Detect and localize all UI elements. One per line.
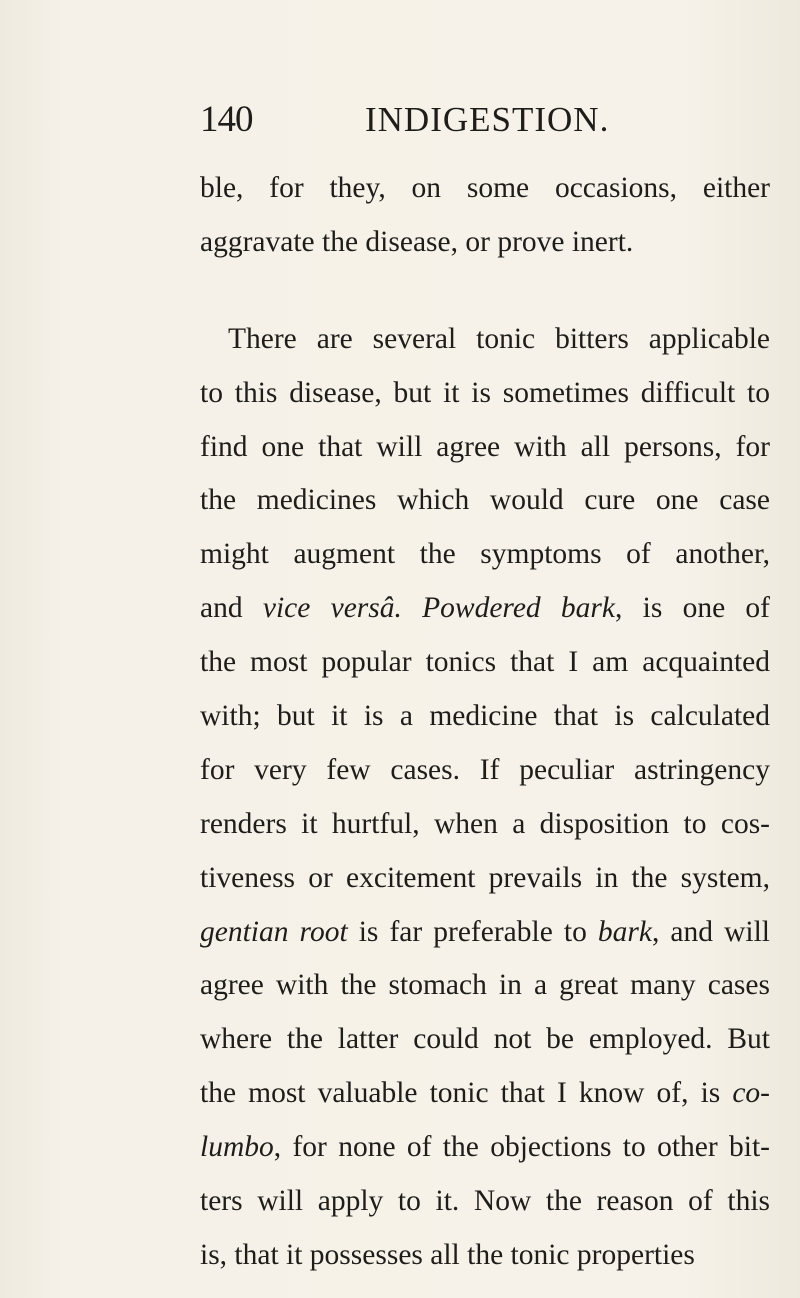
text-run: find one that will agree with all persons, for — [200, 430, 770, 463]
text-run: and — [200, 592, 263, 625]
text-line — [200, 216, 770, 270]
text-line — [200, 1013, 770, 1067]
text-line — [200, 367, 770, 421]
text-run: where the latter could not be employed. But — [200, 1023, 770, 1056]
text-run: renders it hurtful, when a disposition to cos- — [200, 807, 770, 840]
text-line — [200, 1229, 770, 1283]
page-header — [200, 98, 720, 148]
text-run: the most popular tonics that I am acquainted — [200, 646, 770, 679]
text-run: might augment the symptoms of another, — [200, 538, 770, 571]
text-run: the medicines which would cure one case — [200, 484, 770, 517]
italic-text: co- — [732, 1077, 770, 1110]
text-run — [402, 592, 422, 624]
paragraph — [200, 313, 770, 1283]
text-line — [200, 798, 770, 852]
text-run: ters will apply to it. Now the reason of this — [200, 1185, 770, 1218]
text-run: agree with the stomach in a great many cases — [200, 969, 770, 1002]
italic-text: bark — [597, 915, 652, 948]
text-run: to this disease, but it is sometimes difficult to — [200, 376, 770, 409]
paragraph — [200, 162, 770, 270]
italic-text: gentian root — [200, 915, 348, 948]
text-run: aggravate the disease, or prove inert. — [200, 225, 634, 258]
text-line — [200, 421, 770, 475]
text-line — [200, 906, 770, 960]
body-text — [200, 162, 770, 1283]
italic-text: lumbo — [200, 1131, 274, 1164]
running-head: INDIGESTION. — [365, 100, 610, 139]
page-number: 140 — [200, 99, 253, 140]
text-run: the most valuable tonic that I know of, is — [200, 1077, 733, 1110]
italic-text: Powdered bark — [422, 592, 615, 625]
text-run: with; but it is a medicine that is calculated — [200, 700, 770, 733]
text-line — [200, 744, 770, 798]
text-line — [200, 1121, 770, 1175]
text-run: tiveness or excitement prevails in the system, — [200, 861, 770, 894]
text-line — [200, 852, 770, 906]
text-line — [200, 313, 770, 367]
text-line — [200, 636, 770, 690]
text-run: , and will — [651, 915, 770, 948]
text-line — [200, 528, 770, 582]
text-line — [200, 959, 770, 1013]
paragraph-gap — [200, 270, 770, 313]
text-run: , is one of — [615, 592, 771, 625]
text-line — [200, 582, 770, 636]
text-run: is, that it possesses all the tonic properties — [200, 1238, 695, 1271]
text-run: ble, for they, on some occasions, either — [200, 172, 770, 204]
text-line — [200, 690, 770, 744]
text-run: , for none of the objections to other bit- — [273, 1131, 770, 1164]
italic-text: vice versâ. — [262, 592, 402, 625]
text-run: for very few cases. If peculiar astringency — [200, 753, 770, 786]
text-line — [200, 1067, 770, 1121]
text-line — [200, 162, 770, 216]
text-line — [200, 474, 770, 528]
text-line — [200, 1175, 770, 1229]
text-run: is far preferable to — [347, 915, 598, 948]
text-run: There are several tonic bitters applicable — [228, 322, 770, 355]
